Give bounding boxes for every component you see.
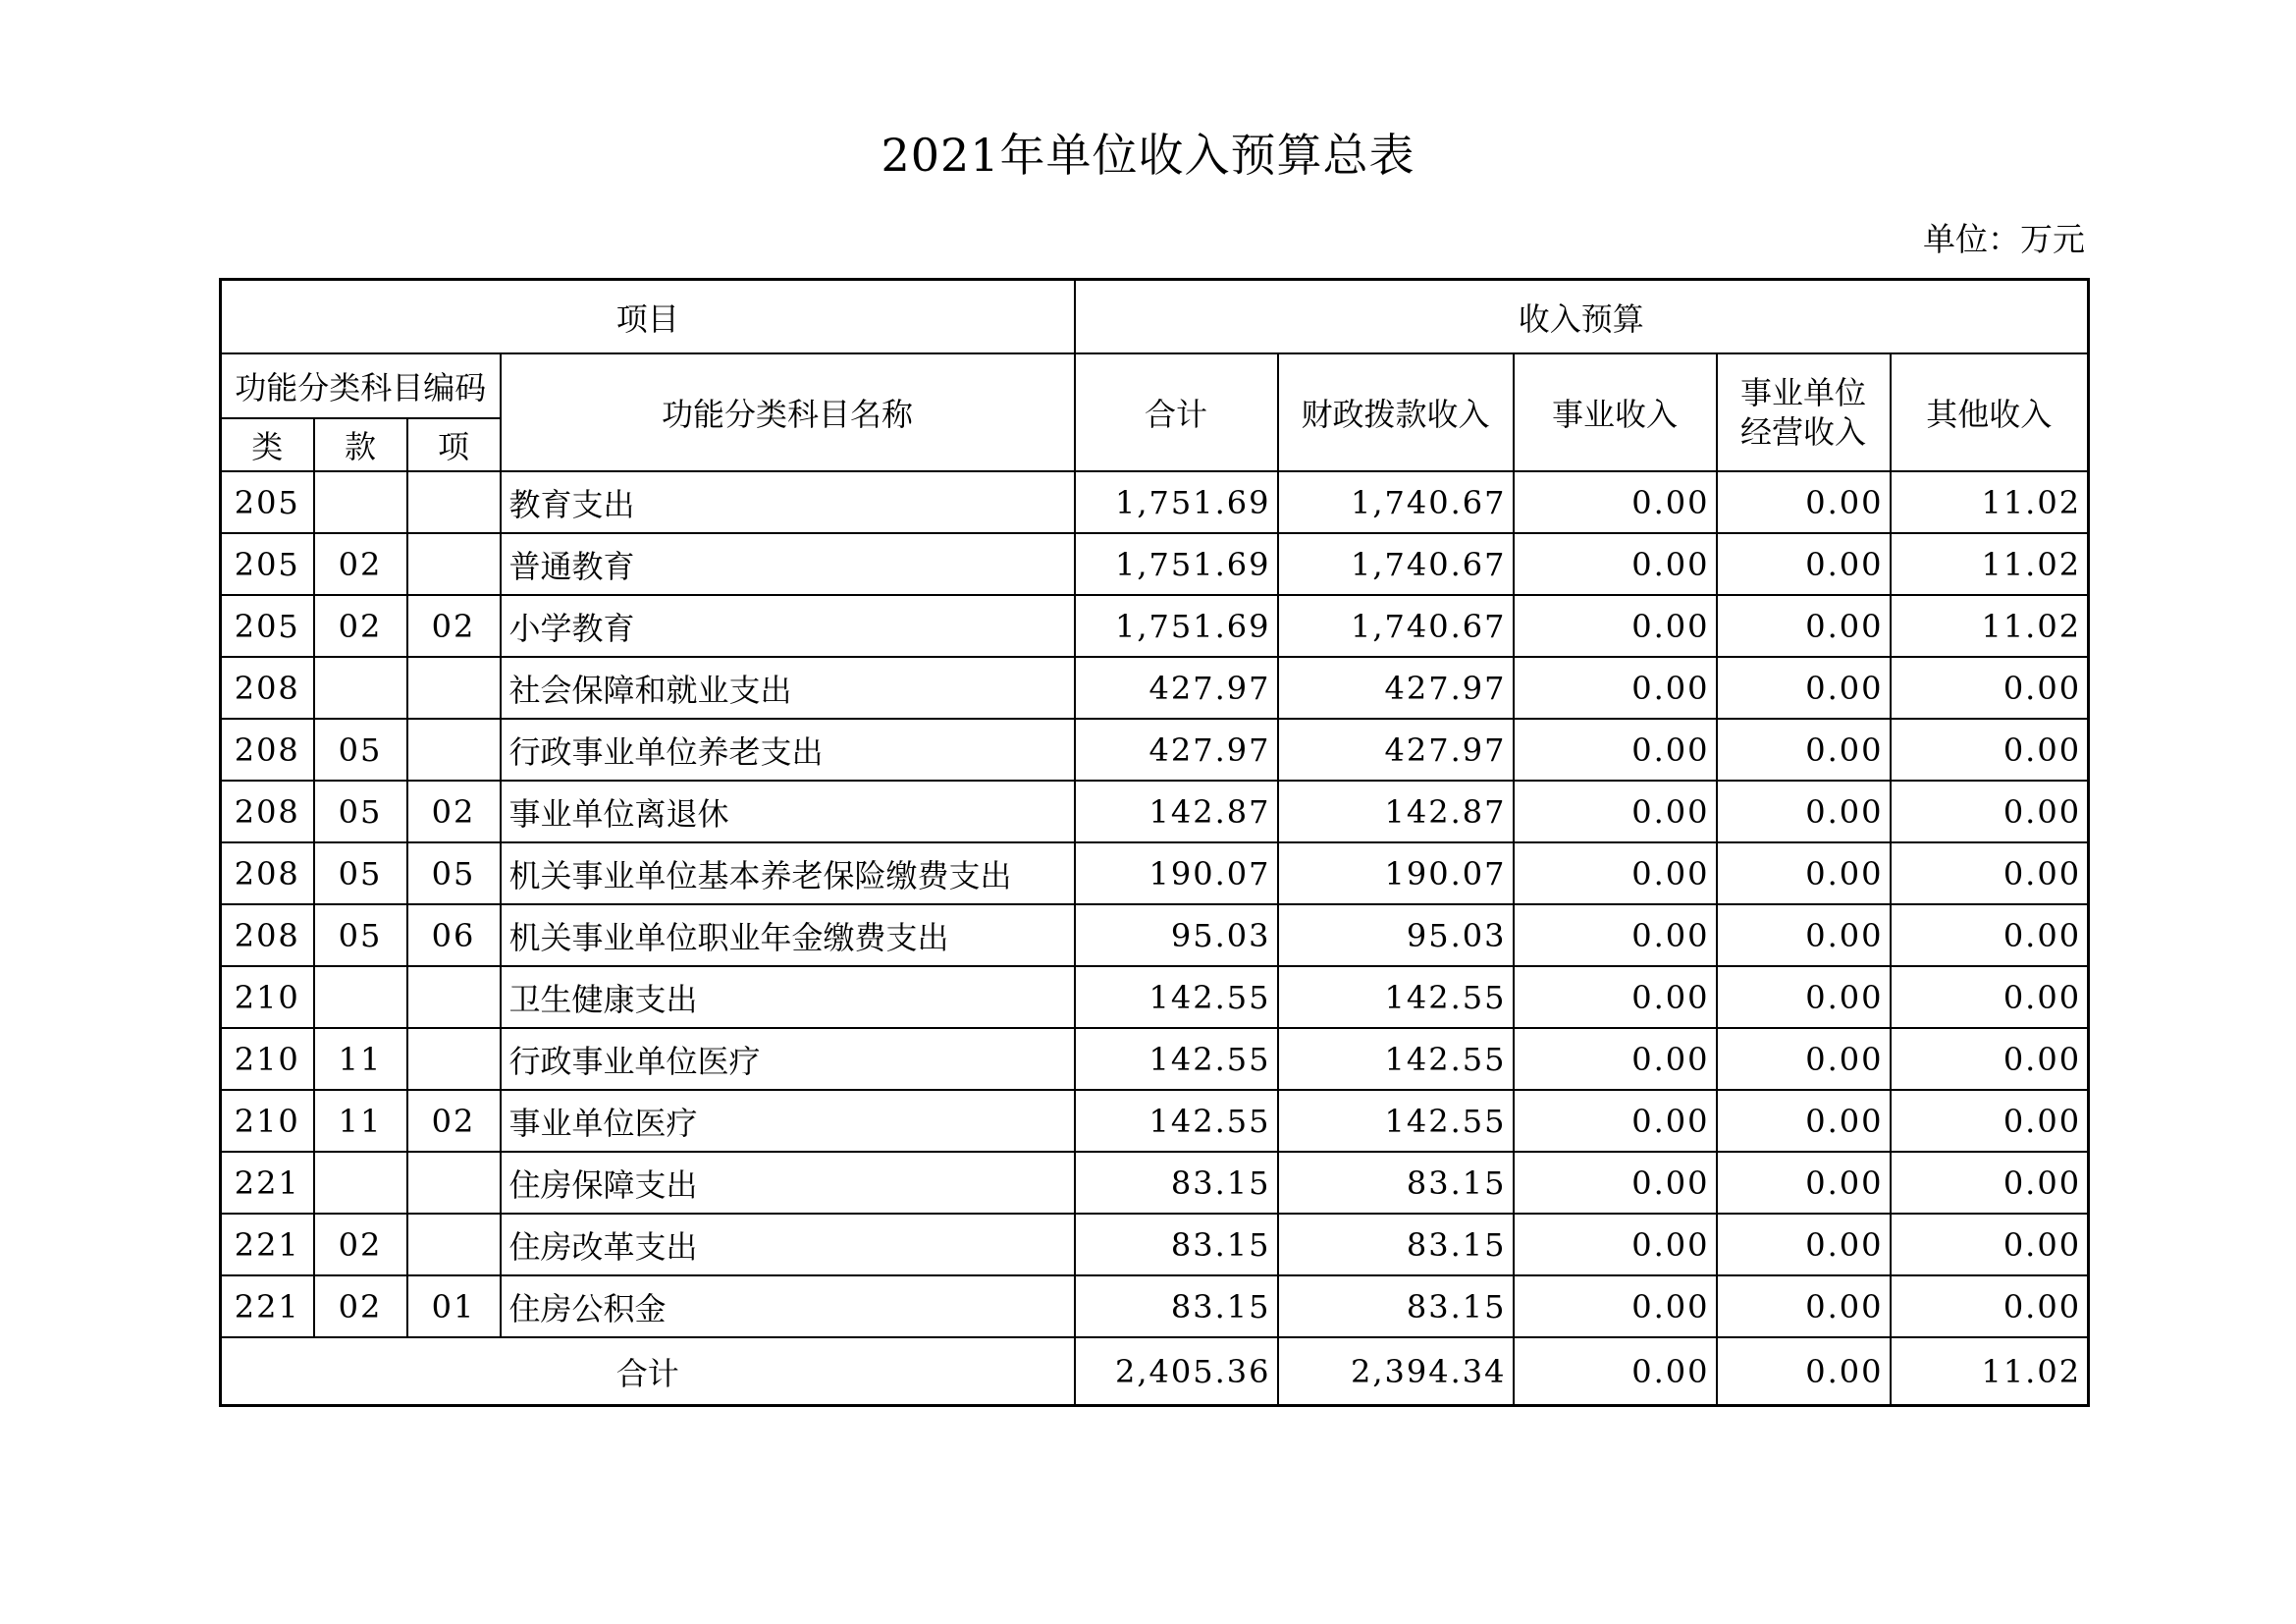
table-row [221,1090,2089,1152]
cell-total: 427.97 [1075,719,1278,781]
cell-xiang: 01 [407,1275,501,1337]
cell-kuan: 02 [314,1275,407,1337]
header-business: 事业收入 [1514,353,1717,471]
cell-kuan [314,657,407,719]
cell-name: 机关事业单位职业年金缴费支出 [501,904,1075,966]
cell-business: 0.00 [1514,966,1717,1028]
cell-fiscal: 1,740.67 [1278,595,1514,657]
cell-operating: 0.00 [1717,657,1891,719]
income-budget-table [219,278,2090,1407]
cell-lei: 210 [221,1028,314,1090]
cell-name: 行政事业单位医疗 [501,1028,1075,1090]
cell-name: 住房公积金 [501,1275,1075,1337]
table-row [221,719,2089,781]
cell-fiscal: 1,740.67 [1278,533,1514,595]
cell-name: 机关事业单位基本养老保险缴费支出 [501,842,1075,904]
cell-kuan: 02 [314,1214,407,1275]
cell-fiscal: 142.55 [1278,966,1514,1028]
cell-operating: 0.00 [1717,719,1891,781]
header-operating-text: 事业单位经营收入 [1740,374,1867,451]
table-row [221,533,2089,595]
cell-lei: 208 [221,904,314,966]
cell-lei: 205 [221,471,314,533]
cell-name: 事业单位医疗 [501,1090,1075,1152]
cell-business: 0.00 [1514,1275,1717,1337]
cell-fiscal: 83.15 [1278,1152,1514,1214]
cell-kuan [314,471,407,533]
cell-name: 住房保障支出 [501,1152,1075,1214]
table-row [221,1214,2089,1275]
cell-xiang [407,657,501,719]
cell-kuan: 05 [314,781,407,842]
cell-lei: 221 [221,1152,314,1214]
cell-lei: 221 [221,1275,314,1337]
table-row [221,1152,2089,1214]
cell-business: 0.00 [1514,595,1717,657]
cell-other: 0.00 [1891,719,2089,781]
header-fiscal: 财政拨款收入 [1278,353,1514,471]
cell-kuan: 02 [314,533,407,595]
cell-name: 行政事业单位养老支出 [501,719,1075,781]
cell-fiscal: 95.03 [1278,904,1514,966]
cell-fiscal: 142.55 [1278,1090,1514,1152]
table-row [221,471,2089,533]
totals-label: 合计 [221,1337,1075,1406]
cell-total: 83.15 [1075,1214,1278,1275]
cell-business: 0.00 [1514,842,1717,904]
cell-operating: 0.00 [1717,471,1891,533]
cell-kuan: 05 [314,719,407,781]
cell-total: 95.03 [1075,904,1278,966]
cell-other: 0.00 [1891,781,2089,842]
cell-fiscal: 190.07 [1278,842,1514,904]
cell-xiang [407,1028,501,1090]
cell-other: 0.00 [1891,1028,2089,1090]
cell-total: 83.15 [1075,1275,1278,1337]
cell-total: 1,751.69 [1075,533,1278,595]
header-income-budget: 收入预算 [1075,280,2089,354]
cell-name: 卫生健康支出 [501,966,1075,1028]
cell-xiang: 06 [407,904,501,966]
cell-operating: 0.00 [1717,1090,1891,1152]
cell-total: 142.55 [1075,1090,1278,1152]
header-other: 其他收入 [1891,353,2089,471]
cell-lei: 205 [221,533,314,595]
cell-lei: 208 [221,719,314,781]
header-row-2 [221,353,2089,418]
totals-other: 11.02 [1891,1337,2089,1406]
totals-total: 2,405.36 [1075,1337,1278,1406]
cell-kuan: 05 [314,904,407,966]
cell-business: 0.00 [1514,1090,1717,1152]
cell-name: 小学教育 [501,595,1075,657]
cell-fiscal: 1,740.67 [1278,471,1514,533]
table-row [221,904,2089,966]
cell-fiscal: 142.55 [1278,1028,1514,1090]
cell-other: 0.00 [1891,1214,2089,1275]
header-name: 功能分类科目名称 [501,353,1075,471]
totals-business: 0.00 [1514,1337,1717,1406]
table-row [221,1028,2089,1090]
cell-other: 0.00 [1891,842,2089,904]
cell-total: 190.07 [1075,842,1278,904]
header-lei: 类 [221,418,314,471]
cell-xiang: 05 [407,842,501,904]
cell-xiang: 02 [407,1090,501,1152]
cell-lei: 208 [221,657,314,719]
cell-operating: 0.00 [1717,904,1891,966]
cell-kuan: 11 [314,1028,407,1090]
cell-business: 0.00 [1514,1028,1717,1090]
cell-name: 住房改革支出 [501,1214,1075,1275]
cell-business: 0.00 [1514,657,1717,719]
cell-total: 83.15 [1075,1152,1278,1214]
cell-kuan: 05 [314,842,407,904]
cell-lei: 210 [221,1090,314,1152]
cell-name: 社会保障和就业支出 [501,657,1075,719]
cell-operating: 0.00 [1717,533,1891,595]
cell-total: 427.97 [1075,657,1278,719]
cell-operating: 0.00 [1717,1028,1891,1090]
cell-business: 0.00 [1514,781,1717,842]
totals-row [221,1337,2089,1406]
header-total: 合计 [1075,353,1278,471]
totals-fiscal: 2,394.34 [1278,1337,1514,1406]
cell-lei: 221 [221,1214,314,1275]
table-row [221,966,2089,1028]
cell-total: 1,751.69 [1075,471,1278,533]
header-operating [1717,353,1891,471]
cell-kuan [314,1152,407,1214]
cell-lei: 208 [221,781,314,842]
cell-operating: 0.00 [1717,966,1891,1028]
cell-xiang [407,1152,501,1214]
cell-other: 11.02 [1891,533,2089,595]
cell-total: 142.55 [1075,1028,1278,1090]
cell-operating: 0.00 [1717,1152,1891,1214]
header-project: 项目 [221,280,1075,354]
table-row [221,657,2089,719]
table-row [221,842,2089,904]
cell-other: 0.00 [1891,657,2089,719]
header-code-group: 功能分类科目编码 [221,353,501,418]
cell-operating: 0.00 [1717,842,1891,904]
cell-business: 0.00 [1514,1152,1717,1214]
cell-operating: 0.00 [1717,595,1891,657]
cell-fiscal: 83.15 [1278,1214,1514,1275]
cell-total: 1,751.69 [1075,595,1278,657]
table-row [221,595,2089,657]
cell-other: 0.00 [1891,1090,2089,1152]
cell-name: 事业单位离退休 [501,781,1075,842]
cell-xiang: 02 [407,781,501,842]
cell-kuan: 02 [314,595,407,657]
header-row-1 [221,280,2089,354]
cell-kuan [314,966,407,1028]
cell-operating: 0.00 [1717,781,1891,842]
page-title: 2021年单位收入预算总表 [881,129,1415,182]
cell-other: 11.02 [1891,471,2089,533]
cell-lei: 208 [221,842,314,904]
cell-xiang [407,533,501,595]
cell-business: 0.00 [1514,904,1717,966]
totals-operating: 0.00 [1717,1337,1891,1406]
cell-fiscal: 427.97 [1278,719,1514,781]
cell-xiang [407,1214,501,1275]
cell-name: 教育支出 [501,471,1075,533]
table-row [221,1275,2089,1337]
cell-business: 0.00 [1514,471,1717,533]
cell-other: 0.00 [1891,904,2089,966]
cell-kuan: 11 [314,1090,407,1152]
cell-fiscal: 142.87 [1278,781,1514,842]
cell-other: 11.02 [1891,595,2089,657]
cell-xiang [407,471,501,533]
header-kuan: 款 [314,418,407,471]
cell-fiscal: 427.97 [1278,657,1514,719]
cell-fiscal: 83.15 [1278,1275,1514,1337]
cell-business: 0.00 [1514,533,1717,595]
cell-operating: 0.00 [1717,1275,1891,1337]
cell-other: 0.00 [1891,966,2089,1028]
cell-total: 142.87 [1075,781,1278,842]
cell-other: 0.00 [1891,1152,2089,1214]
cell-xiang: 02 [407,595,501,657]
cell-business: 0.00 [1514,1214,1717,1275]
cell-operating: 0.00 [1717,1214,1891,1275]
cell-other: 0.00 [1891,1275,2089,1337]
cell-total: 142.55 [1075,966,1278,1028]
cell-name: 普通教育 [501,533,1075,595]
unit-label: 单位：万元 [1923,220,2085,258]
cell-lei: 205 [221,595,314,657]
cell-xiang [407,966,501,1028]
table-row [221,781,2089,842]
header-xiang: 项 [407,418,501,471]
cell-xiang [407,719,501,781]
cell-business: 0.00 [1514,719,1717,781]
cell-lei: 210 [221,966,314,1028]
